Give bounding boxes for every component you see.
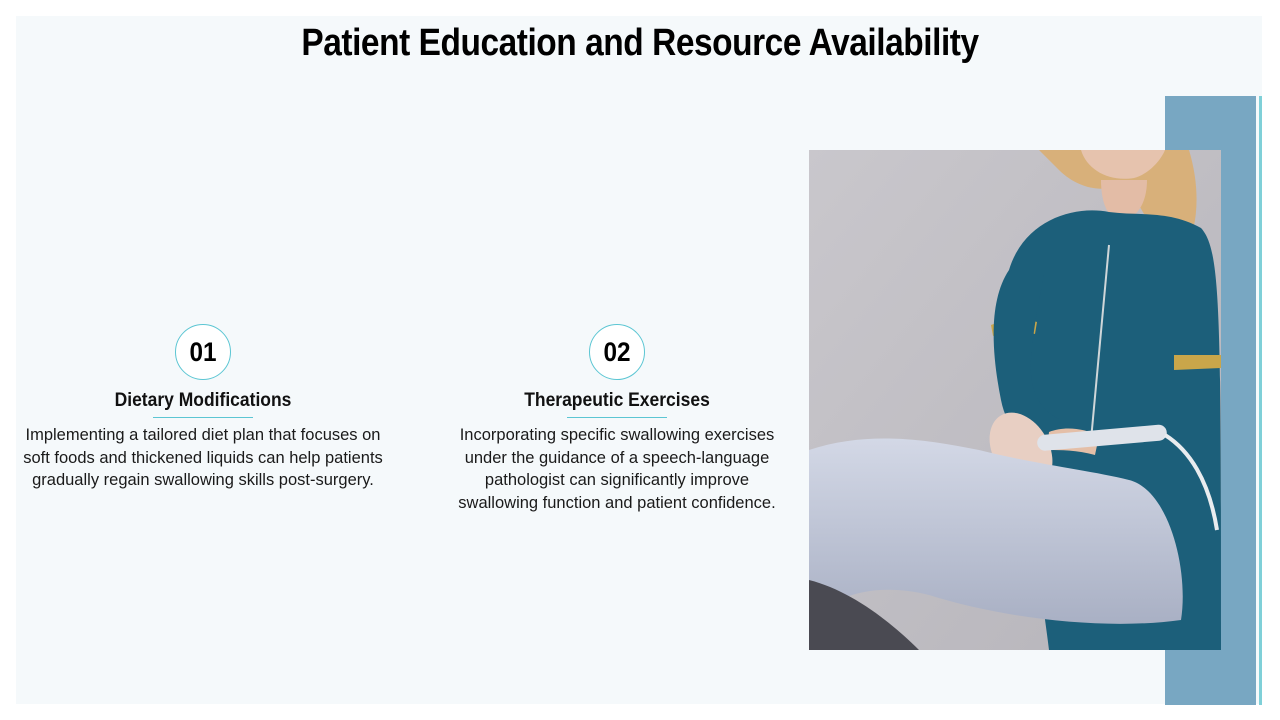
heading-underline (567, 417, 667, 418)
number-badge (589, 324, 645, 380)
accent-line (1259, 96, 1262, 705)
item-heading: Dietary Modifications (114, 390, 292, 411)
item-description: Incorporating specific swallowing exercises under the guidance of a speech-language pathologist can significantly improve swallowing function and patient confidence. (458, 426, 776, 512)
therapy-photo (809, 150, 1221, 650)
slide-title: Patient Education and Resource Availability (301, 22, 979, 64)
heading-underline (153, 417, 253, 418)
photo-illustration (809, 150, 1221, 650)
item-heading: Therapeutic Exercises (524, 390, 710, 411)
item-description: Implementing a tailored diet plan that focuses on soft foods and thickened liquids can help patients gradually regain swallowing skills post-surgery. (23, 426, 383, 489)
item-card-1 (22, 324, 384, 492)
item-card-2 (448, 324, 786, 514)
item-number: 02 (603, 336, 631, 367)
item-number: 01 (189, 336, 217, 367)
number-badge (175, 324, 231, 380)
